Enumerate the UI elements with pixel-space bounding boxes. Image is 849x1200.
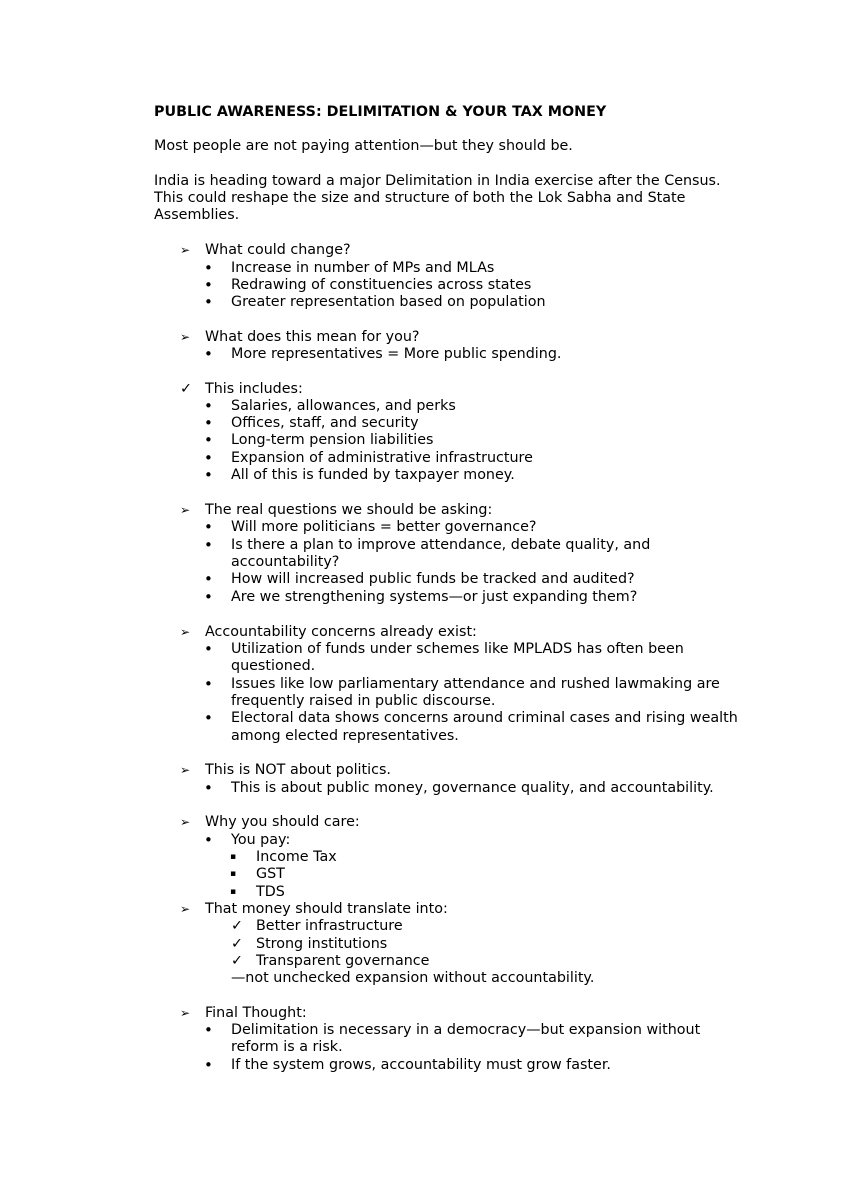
check-icon: ✓ — [231, 918, 243, 934]
intro-paragraph-line: India is heading toward a major Delimitation in India exercise after the Census. — [154, 173, 721, 189]
list-item: If the system grows, accountability must grow faster. — [231, 1057, 611, 1073]
list-item: Expansion of administrative infrastructure — [231, 450, 533, 466]
bullet-icon: • — [204, 675, 213, 693]
list-item: Utilization of funds under schemes like MPLADS has often been — [231, 641, 684, 657]
list-item: This is about public money, governance quality, and accountability. — [231, 780, 714, 796]
sub-list-item: Better infrastructure — [256, 918, 403, 934]
arrow-bullet-icon: ➢ — [180, 815, 191, 829]
list-item-continuation: reform is a risk. — [231, 1039, 343, 1055]
bullet-icon: • — [204, 449, 213, 467]
list-item: Delimitation is necessary in a democracy—but expansion without — [231, 1022, 701, 1038]
bullet-icon: • — [204, 466, 213, 484]
list-item: Greater representation based on population — [231, 294, 546, 310]
bullet-icon: • — [204, 831, 213, 849]
list-item-continuation: accountability? — [231, 554, 340, 570]
closing-line: —not unchecked expansion without accountability. — [231, 970, 595, 986]
arrow-bullet-icon: ➢ — [180, 330, 191, 344]
section-heading: That money should translate into: — [205, 901, 448, 917]
list-item: Electoral data shows concerns around criminal cases and rising wealth — [231, 710, 738, 726]
section-heading: This is NOT about politics. — [205, 762, 391, 778]
bullet-icon: • — [204, 293, 213, 311]
bullet-icon: • — [204, 345, 213, 363]
list-item-continuation: frequently raised in public discourse. — [231, 693, 496, 709]
bullet-icon: • — [204, 518, 213, 536]
document-title: PUBLIC AWARENESS: DELIMITATION & YOUR TAX MONEY — [154, 104, 607, 120]
list-item: Redrawing of constituencies across states — [231, 277, 532, 293]
bullet-icon: • — [204, 276, 213, 294]
list-item: You pay: — [231, 832, 291, 848]
sub-list-item: Income Tax — [256, 849, 337, 865]
list-item: Offices, staff, and security — [231, 415, 419, 431]
check-icon: ✓ — [231, 936, 243, 952]
arrow-bullet-icon: ➢ — [180, 1006, 191, 1020]
bullet-icon: • — [204, 536, 213, 554]
list-item: Is there a plan to improve attendance, debate quality, and — [231, 537, 651, 553]
section-heading: This includes: — [205, 381, 303, 397]
square-bullet-icon: ▪ — [230, 887, 237, 897]
list-item: Increase in number of MPs and MLAs — [231, 260, 495, 276]
bullet-icon: • — [204, 588, 213, 606]
sub-list-item: TDS — [256, 884, 285, 900]
list-item: Will more politicians = better governance? — [231, 519, 537, 535]
arrow-bullet-icon: ➢ — [180, 902, 191, 916]
section-heading: Accountability concerns already exist: — [205, 624, 477, 640]
square-bullet-icon: ▪ — [230, 852, 237, 862]
bullet-icon: • — [204, 431, 213, 449]
square-bullet-icon: ▪ — [230, 869, 237, 879]
arrow-bullet-icon: ➢ — [180, 243, 191, 257]
section-heading: Why you should care: — [205, 814, 360, 830]
check-icon: ✓ — [231, 953, 243, 969]
sub-list-item: GST — [256, 866, 285, 882]
intro-line: Most people are not paying attention—but they should be. — [154, 138, 573, 154]
arrow-bullet-icon: ➢ — [180, 763, 191, 777]
intro-paragraph-line: This could reshape the size and structure of both the Lok Sabha and State — [154, 190, 686, 206]
list-item-continuation: questioned. — [231, 658, 316, 674]
bullet-icon: • — [204, 414, 213, 432]
section-heading: What could change? — [205, 242, 351, 258]
section-heading: What does this mean for you? — [205, 329, 420, 345]
arrow-bullet-icon: ➢ — [180, 503, 191, 517]
bullet-icon: • — [204, 640, 213, 658]
bullet-icon: • — [204, 397, 213, 415]
section-heading: The real questions we should be asking: — [205, 502, 493, 518]
list-item: Long-term pension liabilities — [231, 432, 434, 448]
bullet-icon: • — [204, 570, 213, 588]
list-item: Salaries, allowances, and perks — [231, 398, 456, 414]
bullet-icon: • — [204, 779, 213, 797]
list-item: All of this is funded by taxpayer money. — [231, 467, 515, 483]
bullet-icon: • — [204, 259, 213, 277]
section-heading: Final Thought: — [205, 1005, 307, 1021]
list-item: More representatives = More public spending. — [231, 346, 562, 362]
list-item: Are we strengthening systems—or just expanding them? — [231, 589, 638, 605]
sub-list-item: Transparent governance — [256, 953, 430, 969]
list-item-continuation: among elected representatives. — [231, 728, 459, 744]
sub-list-item: Strong institutions — [256, 936, 388, 952]
bullet-icon: • — [204, 1056, 213, 1074]
list-item: How will increased public funds be tracked and audited? — [231, 571, 635, 587]
intro-paragraph-line: Assemblies. — [154, 207, 240, 223]
bullet-icon: • — [204, 709, 213, 727]
bullet-icon: • — [204, 1021, 213, 1039]
list-item: Issues like low parliamentary attendance and rushed lawmaking are — [231, 676, 720, 692]
arrow-bullet-icon: ➢ — [180, 625, 191, 639]
check-icon: ✓ — [180, 381, 192, 397]
